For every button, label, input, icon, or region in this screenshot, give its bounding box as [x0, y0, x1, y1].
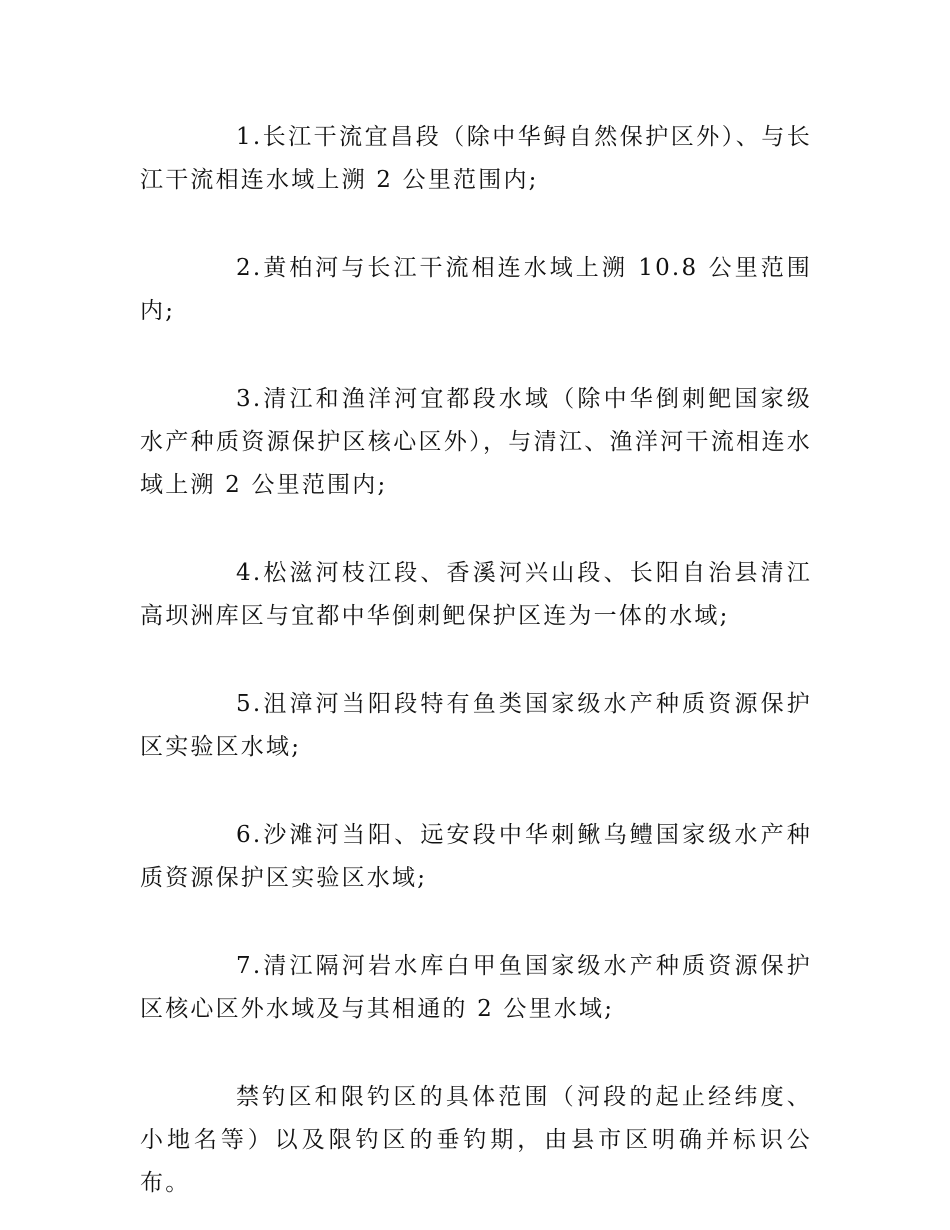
paragraph-item-6: 6.沙滩河当阳、远安段中华刺鳅乌鳢国家级水产种质资源保护区实验区水域;: [140, 822, 812, 891]
paragraph-item-7: 7.清江隔河岩水库白甲鱼国家级水产种质资源保护区核心区外水域及与其相通的 2 公里水域;: [140, 953, 812, 1022]
document-body: [140, 116, 812, 1205]
paragraph-item-5: 5.沮漳河当阳段特有鱼类国家级水产种质资源保护区实验区水域;: [140, 691, 812, 760]
paragraph-closing-note: 禁钓区和限钓区的具体范围（河段的起止经纬度、小地名等）以及限钓区的垂钓期，由县市区明确并标识公布。: [140, 1084, 812, 1196]
paragraph-item-4: 4.松滋河枝江段、香溪河兴山段、长阳自治县清江高坝洲库区与宜都中华倒刺鲃保护区连为一体的水域;: [140, 560, 812, 629]
paragraph-item-1: 1.长江干流宜昌段（除中华鲟自然保护区外）、与长江干流相连水域上溯 2 公里范围内;: [140, 124, 812, 193]
paragraph-item-3: 3.清江和渔洋河宜都段水域（除中华倒刺鲃国家级水产种质资源保护区核心区外），与清江、渔洋河干流相连水域上溯 2 公里范围内;: [140, 386, 812, 498]
paragraph-item-2: 2.黄柏河与长江干流相连水域上溯 10.8 公里范围内;: [140, 255, 812, 324]
